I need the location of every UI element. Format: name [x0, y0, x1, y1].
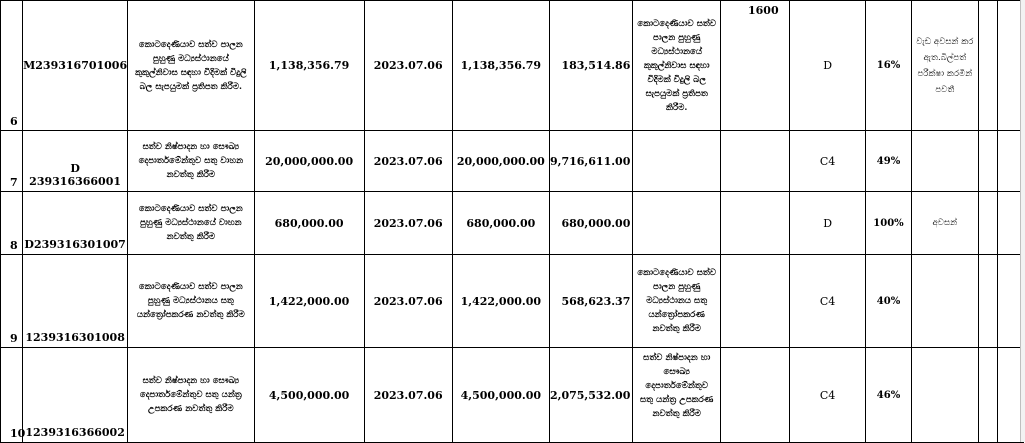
amount2-cell: 20,000,000.00	[452, 131, 549, 192]
amount3-cell: 680,000.00	[549, 192, 632, 255]
row-number-cell	[1, 192, 23, 255]
empty-cell	[978, 348, 997, 443]
table-row	[1, 1, 1024, 131]
row-number: 9	[10, 332, 18, 345]
row-number-cell	[1, 348, 26, 443]
empty-cell	[721, 348, 790, 443]
date-cell: 2023.07.06	[364, 255, 452, 348]
row-number-cell	[1, 131, 23, 192]
percent-cell: 16%	[866, 1, 911, 131]
date-cell: 2023.07.06	[364, 1, 452, 131]
vertical-scrollbar[interactable]	[1020, 0, 1025, 442]
amount3-cell: 568,623.37	[549, 255, 632, 348]
row-number-cell	[1, 255, 23, 348]
status-cell	[911, 131, 978, 192]
date-cell: 2023.07.06	[364, 192, 452, 255]
description-cell: සත්ව නිෂ්පාදන හා සෞඛ්‍ය දෙපාර්තමේන්තුව සතු යන්ත්‍ර උපකරණ නවත්තු කිරීම	[128, 348, 254, 443]
note-cell	[633, 131, 721, 192]
status-cell	[911, 348, 978, 443]
grade-cell: C4	[789, 348, 865, 443]
amount1-cell: 1,138,356.79	[254, 1, 364, 131]
table-row	[1, 348, 1024, 443]
grade-cell: C4	[789, 255, 865, 348]
description-cell: කොටදෙණියාව සත්ව පාලන පුහුණු මධ්‍යස්ථානයේ කුකුල්නිවාස සඳහා විදිමක් විදුලි බල සැපයුමක් ප්‍රතිපත කිරීම.	[128, 1, 254, 131]
row-number: 8	[10, 239, 18, 252]
row-number: 7	[10, 176, 18, 189]
row-number: 10	[10, 427, 26, 440]
status-cell: වැඩ අවසන් කර ඇත.බිල්පත් පරීක්ෂා කරමින් පවතී	[911, 1, 978, 131]
empty-cell	[721, 192, 790, 255]
note-cell	[633, 192, 721, 255]
empty-cell	[721, 1, 790, 131]
percent-cell: 100%	[866, 192, 911, 255]
grade-cell: C4	[789, 131, 865, 192]
amount3-cell: 2,075,532.00	[549, 348, 632, 443]
empty-cell	[721, 131, 790, 192]
percent-cell: 49%	[866, 131, 911, 192]
table-row	[1, 255, 1024, 348]
note-cell: සත්ව නිෂ්පාදන හා සෞඛ්‍ය දෙපාර්තමේන්තුව සතු යන්ත්‍ර උපකරණ නවත්තු කිරීම	[633, 348, 721, 443]
amount3-cell: 9,716,611.00	[549, 131, 632, 192]
empty-cell	[721, 255, 790, 348]
table-row	[1, 131, 1024, 192]
empty-cell	[978, 192, 997, 255]
description-cell: සත්ව නිෂ්පාදන හා සෞඛ්‍ය දෙපාර්තමේන්තුව සතු වාහන නවත්තු කිරීම	[128, 131, 254, 192]
code-cell: 1239316366002	[23, 348, 128, 443]
status-cell: අවසන්	[911, 192, 978, 255]
empty-cell	[978, 255, 997, 348]
amount1-cell: 680,000.00	[254, 192, 364, 255]
amount1-cell: 20,000,000.00	[254, 131, 364, 192]
description-cell: කොටදෙණියාව සත්ව පාලන පුහුණු මධ්‍යස්ථානයේ වාහන නවත්තු කිරීම	[128, 192, 254, 255]
amount1-cell: 1,422,000.00	[254, 255, 364, 348]
amount2-cell: 1,138,356.79	[452, 1, 549, 131]
status-cell	[911, 255, 978, 348]
row-number: 6	[10, 115, 18, 128]
amount3-cell: 183,514.86	[549, 1, 632, 131]
date-cell: 2023.07.06	[364, 348, 452, 443]
grade-cell: D	[789, 1, 865, 131]
code-cell: M239316701006	[23, 1, 128, 131]
empty-cell	[978, 131, 997, 192]
empty-cell	[978, 1, 997, 131]
grade-cell: D	[789, 192, 865, 255]
amount2-cell: 680,000.00	[452, 192, 549, 255]
note-cell: කොටදෙණියාව සත්ව පාලන පුහුණු මධ්‍යස්ථානය සතු යන්ත්‍රෝපකරණ නවත්තු කිරීම	[633, 255, 721, 348]
amount2-cell: 4,500,000.00	[452, 348, 549, 443]
note-cell: කොටදෙණියාව සත්ව පාලන පුහුණු මධ්‍යස්ථානයේ කුකුල්නිවාස සඳහා විදිමක් විදුලි බල සැපයුමක් ප්‍රතිපත කිරීම.	[633, 1, 721, 131]
amount1-cell: 4,500,000.00	[254, 348, 364, 443]
amount2-cell: 1,422,000.00	[452, 255, 549, 348]
table-row	[1, 192, 1024, 255]
date-cell: 2023.07.06	[364, 131, 452, 192]
code-cell: D239316301007	[23, 192, 128, 255]
code-cell: 1239316301008	[23, 255, 128, 348]
header-number: 1600	[748, 4, 779, 17]
row-number-cell	[1, 1, 23, 131]
percent-cell: 40%	[866, 255, 911, 348]
description-cell: කොටදෙණියාව සත්ව පාලන පුහුණු මධ්‍යස්ථානය සතු යන්ත්‍රෝපකරණ නවත්තු කිරීම	[128, 255, 254, 348]
percent-cell: 46%	[866, 348, 911, 443]
code-cell: D 239316366001	[23, 131, 128, 192]
